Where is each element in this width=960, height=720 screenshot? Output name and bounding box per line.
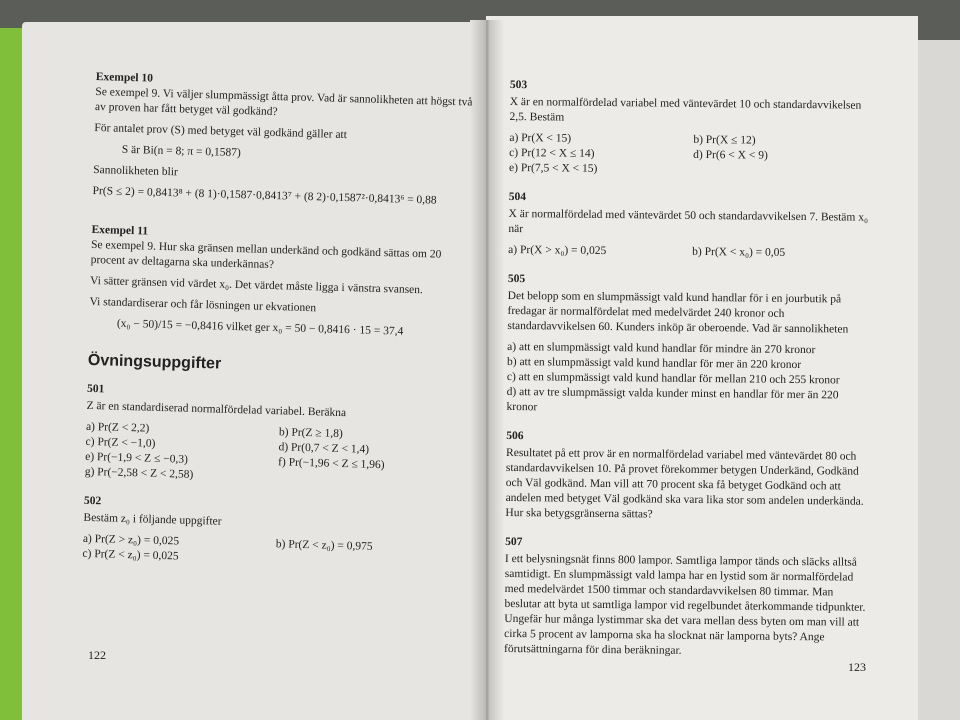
problem-item: c) Pr(Z < z₀) = 0,025 xyxy=(82,547,179,563)
problem-item: d) att av tre slumpmässigt valda kunder minst en handlar för mer än 220 kronor xyxy=(506,385,839,414)
problem-item: a) Pr(Z < 2,2) xyxy=(85,420,150,435)
problem-504-number: 504 xyxy=(508,190,527,204)
problem-item: b) att en slumpmässigt vald kund handlar för mer än 220 kronor xyxy=(506,355,802,372)
example-11-text-2: Vi sätter gränsen vid värdet x₀. Det värdet måste ligga i vänstra svansen. xyxy=(89,274,424,297)
problem-item: d) Pr(0,7 < Z < 1,4) xyxy=(278,441,370,456)
problem-item: b) Pr(Z < z₀) = 0,975 xyxy=(275,538,373,553)
example-10-prob-label: Sannolikheten blir xyxy=(93,163,178,179)
problem-item: c) Pr(Z < −1,0) xyxy=(85,435,156,450)
example-10-title: Exempel 10 xyxy=(95,70,154,85)
problem-505-text: Det belopp som en slumpmässigt vald kund handlar för i en jourbutik på fredagar är normalfördelat med medelvärdet 240 kronor och standardavvikelsen 60. Kunders inköp är oberoende. Vad är sannolikheten xyxy=(507,289,849,336)
problem-502-number: 502 xyxy=(83,494,102,508)
problem-item: a) Pr(X < 15) xyxy=(509,131,572,145)
problem-501-number: 501 xyxy=(86,382,105,396)
problem-506-number: 506 xyxy=(506,429,524,443)
problem-item: c) Pr(12 < X ≤ 14) xyxy=(509,146,595,160)
problem-504-items xyxy=(508,243,870,262)
left-page-content xyxy=(82,70,476,572)
problem-507-text: I ett belysningsnät finns 800 lampor. Samtliga lampor tänds och släcks alltså samtidigt. En slumpmässigt vald lampa har en lystid som är normalfördelad med medelvärdet 1500 timmar och standardavvikelsen 80 timmar. Man beslutar att byta ut samtliga lampor vid regelbundet återkommande tidpunkter. Ungefär hur många lystimmar ska det vara mellan dess byten om man vill att cirka 5 procent av lamporna ska ha slocknat när lamporna byts? Ange förutsättningarna för dina beräkningar. xyxy=(503,552,866,657)
problem-item: g) Pr(−2,58 < Z < 2,58) xyxy=(84,465,194,481)
example-10-text: Se exempel 9. Vi väljer slumpmässigt åtta prov. Vad är sannolikheten att högst två av proven har fått betyget väl godkänd? xyxy=(94,85,473,119)
problem-item: a) Pr(Z > z₀) = 0,025 xyxy=(82,532,180,548)
example-10-s-text: För antalet prov (S) med betyget väl godkänd gäller att xyxy=(94,121,348,142)
page-edges xyxy=(916,40,960,720)
problem-item: e) Pr(−1,9 < Z ≤ −0,3) xyxy=(85,450,189,466)
problem-503-text: X är en normalfördelad variabel med väntevärdet 10 och standardavvikelsen 2,5. Bestäm xyxy=(509,95,862,124)
problem-506-text: Resultatet på ett prov är en normalfördelad variabel med väntevärdet 80 och standardavvikelsen 10. På provet förekommer betygen Underkänd, Godkänd och Väl godkänd. Man vill att 70 procent ska få betyget Godkänd och att andelen med betyget Väl godkänd ska vara lika stor som andelen underkända. Hur ska betygsgränserna sättas? xyxy=(505,446,864,521)
problem-item: f) Pr(−1,96 < Z ≤ 1,96) xyxy=(277,456,385,472)
example-10-formula: Pr(S ≤ 2) = 0,8413⁸ + (8 1)·0,1587·0,8413⁷ + (8 2)·0,1587²·0,8413⁶ = 0,88 xyxy=(92,184,437,207)
example-10-distribution: S är Bi(n = 8; π = 0,1587) xyxy=(121,143,241,160)
problem-item: a) Pr(X > x₀) = 0,025 xyxy=(508,243,607,258)
problem-505-items xyxy=(506,340,869,419)
example-11-title: Exempel 11 xyxy=(91,223,149,238)
section-heading: Övningsuppgifter xyxy=(87,351,222,373)
problem-item: e) Pr(7,5 < X < 15) xyxy=(508,161,598,175)
problem-item: b) Pr(Z ≥ 1,8) xyxy=(278,426,343,441)
problem-503-number: 503 xyxy=(509,78,528,92)
problem-505-number: 505 xyxy=(507,272,526,286)
example-11-text-3: Vi standardiserar och får lösningen ur ekvationen xyxy=(89,295,317,315)
book-gutter xyxy=(470,20,504,720)
problem-504-text: X är normalfördelad med väntevärdet 50 och standardavvikelsen 7. Bestäm x₀ när xyxy=(508,207,869,236)
problem-item: c) att en slumpmässigt vald kund handlar för mellan 210 och 255 kronor xyxy=(506,370,840,387)
problem-item: a) att en slumpmässigt vald kund handlar för mindre än 270 kronor xyxy=(507,340,816,357)
problem-item: d) Pr(6 < X < 9) xyxy=(693,148,768,162)
problem-507-number: 507 xyxy=(505,535,523,549)
left-page-number: 122 xyxy=(88,648,106,662)
problem-item xyxy=(693,163,871,180)
example-11-text: Se exempel 9. Hur ska gränsen mellan underkänd och godkänd sättas om 20 procent av deltagarna ska underkännas? xyxy=(90,238,442,272)
problem-item: b) Pr(X ≤ 12) xyxy=(693,133,756,147)
problem-501-text: Z är en standardiserad normalfördelad variabel. Beräkna xyxy=(86,399,347,420)
right-page-content xyxy=(504,78,872,667)
example-11-equation: (x₀ − 50)/15 = −0,8416 vilket ger x₀ = 50 − 0,8416 · 15 = 37,4 xyxy=(116,317,404,338)
problem-item: b) Pr(X < x₀) = 0,05 xyxy=(692,245,786,259)
problem-502-text: Bestäm z₀ i följande uppgifter xyxy=(83,511,222,528)
problem-501-items xyxy=(85,420,467,491)
right-page-number: 123 xyxy=(848,660,866,674)
problem-503-items xyxy=(509,131,871,180)
